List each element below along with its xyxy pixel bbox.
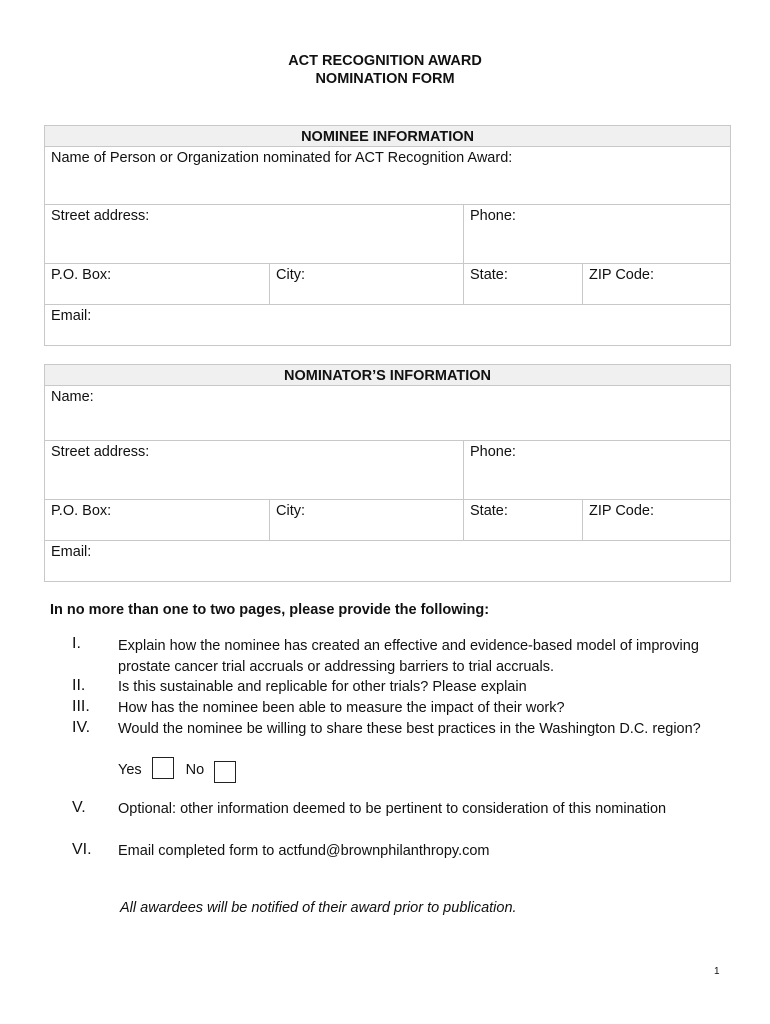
form-title: ACT RECOGNITION AWARD bbox=[288, 53, 482, 69]
nominee-heading: NOMINEE INFORMATION bbox=[45, 126, 731, 147]
nominator-name-field[interactable] bbox=[45, 386, 731, 441]
page-number: 1 bbox=[714, 966, 720, 977]
nominee-phone-field[interactable] bbox=[464, 205, 731, 264]
awardee-note: All awardees will be notified of their award prior to publication. bbox=[120, 900, 517, 916]
yes-label: Yes bbox=[118, 761, 142, 778]
item-number: II. bbox=[72, 677, 86, 694]
nominee-name-label: Name of Person or Organization nominated for ACT Recognition Award: bbox=[51, 150, 513, 166]
nominator-name-label: Name: bbox=[51, 389, 94, 405]
nominee-city-label: City: bbox=[276, 267, 305, 283]
item-number: VI. bbox=[72, 841, 92, 858]
nominator-pobox-label: P.O. Box: bbox=[51, 503, 112, 519]
no-checkbox[interactable] bbox=[214, 761, 236, 783]
item-number: III. bbox=[72, 698, 90, 715]
no-label: No bbox=[185, 761, 205, 778]
nominee-city-field[interactable] bbox=[270, 264, 464, 305]
item-text: Is this sustainable and replicable for other trials? Please explain bbox=[118, 679, 527, 695]
item-number: I. bbox=[72, 635, 81, 652]
nominee-pobox-field[interactable] bbox=[45, 264, 270, 305]
nominator-city-field[interactable] bbox=[270, 500, 464, 541]
item-number: V. bbox=[72, 799, 86, 816]
nominator-zip-label: ZIP Code: bbox=[589, 503, 655, 519]
nominee-email-field[interactable] bbox=[45, 305, 731, 346]
nominee-state-field[interactable] bbox=[464, 264, 583, 305]
form-subtitle: NOMINATION FORM bbox=[315, 71, 455, 87]
nominator-information-table bbox=[44, 364, 731, 582]
item-text: How has the nominee been able to measure the impact of their work? bbox=[118, 700, 565, 716]
nominee-state-label: State: bbox=[470, 267, 508, 283]
nominee-name-field[interactable] bbox=[45, 147, 731, 205]
nominee-phone-label: Phone: bbox=[470, 208, 516, 224]
item-text: Optional: other information deemed to be pertinent to consideration of this nomination bbox=[118, 801, 667, 817]
nominator-email-field[interactable] bbox=[45, 541, 731, 582]
nominator-street-label: Street address: bbox=[51, 444, 150, 460]
nominee-zip-field[interactable] bbox=[583, 264, 731, 305]
nominator-pobox-field[interactable] bbox=[45, 500, 270, 541]
nominator-phone-field[interactable] bbox=[464, 441, 731, 500]
nominee-street-field[interactable] bbox=[45, 205, 464, 264]
nominee-pobox-label: P.O. Box: bbox=[51, 267, 112, 283]
instructions-intro: In no more than one to two pages, please provide the following: bbox=[50, 602, 490, 618]
item-text: Explain how the nominee has created an effective and evidence-based model of improving prostate cancer trial accruals or addressing barriers to trial accruals. bbox=[118, 638, 699, 675]
yes-checkbox[interactable] bbox=[152, 757, 174, 779]
item-number: IV. bbox=[72, 719, 91, 736]
nominator-state-label: State: bbox=[470, 503, 508, 519]
nominator-state-field[interactable] bbox=[464, 500, 583, 541]
nominator-phone-label: Phone: bbox=[470, 444, 516, 460]
nominee-street-label: Street address: bbox=[51, 208, 150, 224]
nominee-zip-label: ZIP Code: bbox=[589, 267, 655, 283]
nominator-city-label: City: bbox=[276, 503, 305, 519]
nominee-information-table bbox=[44, 125, 731, 346]
nominator-email-label: Email: bbox=[51, 544, 92, 560]
nominee-email-label: Email: bbox=[51, 308, 92, 324]
nominator-zip-field[interactable] bbox=[583, 500, 731, 541]
item-text: Would the nominee be willing to share these best practices in the Washington D.C. region? bbox=[118, 721, 701, 737]
item-text: Email completed form to actfund@brownphilanthropy.com bbox=[118, 843, 490, 859]
nominator-heading: NOMINATOR’S INFORMATION bbox=[45, 365, 731, 386]
nominator-street-field[interactable] bbox=[45, 441, 464, 500]
